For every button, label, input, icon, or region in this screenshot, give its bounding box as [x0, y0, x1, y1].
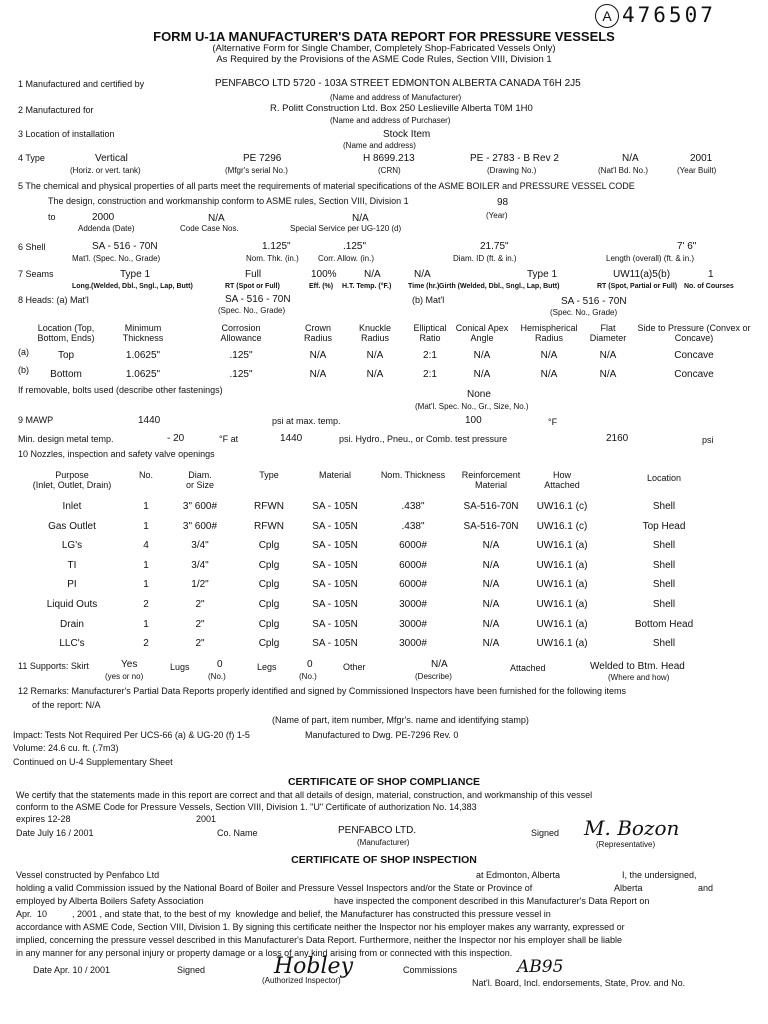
- other-label: Other: [343, 662, 366, 672]
- nozzle-location-cell: Shell: [652, 638, 676, 649]
- drawing-number-caption: (Drawing No.): [487, 166, 537, 175]
- courses-caption: No. of Courses: [684, 283, 734, 290]
- skirt-caption: (yes or no): [105, 672, 144, 681]
- long-seam-type: Type 1: [120, 269, 151, 280]
- head-row-b-crown: N/A: [309, 369, 327, 380]
- nozzle-thickness-cell: 6000#: [399, 540, 427, 551]
- inspection-line-6: implied, concerning the pressure vessel described in this Manufacturer's Data Report. Furthermore, neither the Inspector nor his employer shall be liable: [16, 935, 623, 945]
- test-pressure-value: 2160: [606, 433, 629, 444]
- head-row-a-flat: N/A: [599, 350, 617, 361]
- head-row-a-tag: (a): [18, 347, 29, 357]
- skirt-value: Yes: [121, 659, 138, 670]
- head-row-b-corrosion: .125": [229, 369, 253, 380]
- nozzle-col-type: Type: [259, 470, 279, 480]
- legs-label: Legs: [257, 662, 277, 672]
- heads-col-location: Location (Top, Bottom, Ends): [37, 323, 95, 343]
- nozzle-material-cell: SA - 105N: [312, 501, 358, 512]
- attached-value: Welded to Btm. Head: [590, 661, 685, 672]
- authorized-inspector-caption: (Authorized Inspector): [262, 976, 341, 985]
- addenda-caption: Addenda (Date): [78, 224, 135, 233]
- seam-efficiency-caption: Eff. (%): [309, 283, 334, 290]
- addenda-date: 2000: [92, 212, 115, 223]
- inspection-line-5: accordance with ASME Code, Section VIII, Division 1. By signing this certificate neither the Inspector nor his employer makes any warranty, expressed or: [16, 922, 625, 932]
- head-row-a-crown: N/A: [309, 350, 327, 361]
- compliance-expiry-year: 2001: [196, 814, 217, 824]
- inspection-line-1a: Vessel constructed by Penfabco Ltd: [16, 870, 160, 880]
- head-row-b-hemi: N/A: [540, 369, 558, 380]
- nozzle-col-reinforcement: Reinforcement Material: [461, 470, 521, 490]
- nozzle-count-cell: 1: [143, 501, 149, 512]
- nozzle-type-cell: Cplg: [258, 540, 280, 551]
- heads-col-hemispherical: Hemispherical Radius: [520, 323, 578, 343]
- heads-col-crown: Crown Radius: [303, 323, 332, 343]
- attached-caption: (Where and how): [608, 673, 670, 682]
- nozzle-type-cell: RFWN: [254, 521, 284, 532]
- nozzle-material-cell: SA - 105N: [312, 521, 358, 532]
- heads-col-knuckle: Knuckle Radius: [358, 323, 392, 343]
- nozzle-size-cell: 1/2": [191, 579, 209, 590]
- shell-diameter: 21.75": [480, 241, 509, 252]
- nozzle-size-cell: 2": [195, 599, 205, 610]
- nozzle-thickness-cell: 6000#: [399, 560, 427, 571]
- year-built-caption: (Year Built): [677, 166, 717, 175]
- head-row-b-location: Bottom: [50, 369, 82, 380]
- girth-seam-rt: UW11(a)5(b): [613, 269, 671, 280]
- nozzle-attachment-cell: UW16.1 (c): [536, 521, 588, 532]
- nozzle-attachment-cell: UW16.1 (a): [536, 579, 588, 590]
- other-caption: (Describe): [415, 672, 452, 681]
- nozzle-col-purpose: Purpose (Inlet, Outlet, Drain): [32, 470, 112, 490]
- removable-value: None: [467, 389, 491, 400]
- head-row-a-corrosion: .125": [229, 350, 253, 361]
- mdmt-at-label: °F at: [219, 434, 239, 444]
- nozzle-purpose-cell: Drain: [60, 619, 84, 630]
- nozzle-attachment-cell: UW16.1 (a): [536, 599, 588, 610]
- other-value: N/A: [431, 659, 448, 670]
- nozzle-type-cell: Cplg: [258, 638, 280, 649]
- nozzle-attachment-cell: UW16.1 (a): [536, 560, 588, 571]
- serial-number: PE 7296: [243, 153, 282, 164]
- nozzle-thickness-cell: 3000#: [399, 619, 427, 630]
- compliance-manufacturer-caption: (Manufacturer): [357, 838, 410, 847]
- nozzle-attachment-cell: UW16.1 (a): [536, 540, 588, 551]
- mdmt-value: - 20: [167, 433, 185, 444]
- representative-caption: (Representative): [596, 840, 656, 849]
- heat-treat-time-caption: Time (hr.): [408, 283, 440, 290]
- national-board-endorsements-caption: Nat'l. Board, Incl. endorsements, State, Prov. and No.: [472, 978, 686, 988]
- addenda-to: to: [48, 212, 56, 222]
- national-board-number: N/A: [622, 153, 639, 164]
- nozzle-col-no: No.: [138, 470, 153, 480]
- head-row-b-knuckle: N/A: [366, 369, 384, 380]
- nozzle-count-cell: 2: [143, 638, 149, 649]
- test-pressure-label: psi. Hydro., Pneu., or Comb. test pressure: [339, 434, 508, 444]
- nozzle-purpose-cell: PI: [67, 579, 77, 590]
- shell-diameter-caption: Diam. ID (ft. & in.): [453, 254, 517, 263]
- special-service-caption: Special Service per UG-120 (d): [290, 224, 402, 233]
- head-row-a-elliptical: 2:1: [423, 350, 437, 361]
- nozzle-col-thickness: Nom. Thickness: [380, 470, 446, 480]
- mawp-value: 1440: [138, 415, 161, 426]
- nozzle-reinforcement-cell: N/A: [482, 579, 500, 590]
- compliance-title: CERTIFICATE OF SHOP COMPLIANCE: [287, 776, 481, 788]
- lugs-caption: (No.): [208, 672, 226, 681]
- compliance-co-name-label: Co. Name: [217, 828, 258, 838]
- item-9-label: 9 MAWP: [18, 415, 54, 425]
- head-b-caption: (Spec. No., Grade): [550, 308, 618, 317]
- inspection-signed-label: Signed: [177, 965, 206, 975]
- head-row-a-location: Top: [57, 350, 75, 361]
- shell-thickness-caption: Nom. Thk. (in.): [246, 254, 299, 263]
- item-1-value: PENFABCO LTD 5720 - 103A STREET EDMONTON ALBERTA CANADA T6H 2J5: [215, 78, 581, 89]
- supports-label: 11 Supports: Skirt: [18, 661, 89, 671]
- inspection-line-2c: and: [698, 883, 714, 893]
- nozzle-reinforcement-cell: N/A: [482, 619, 500, 630]
- nozzle-material-cell: SA - 105N: [312, 540, 358, 551]
- nozzle-reinforcement-cell: SA-516-70N: [463, 521, 519, 532]
- vessel-type: Vertical: [95, 153, 128, 164]
- nozzle-count-cell: 1: [143, 619, 149, 630]
- nozzle-thickness-cell: 3000#: [399, 599, 427, 610]
- nozzle-type-cell: Cplg: [258, 579, 280, 590]
- inspection-line-2a: holding a valid Commission issued by the National Board of Boiler and Pressure Vessel Inspectors and/or the State or Province of: [16, 883, 533, 893]
- nozzle-attachment-cell: UW16.1 (c): [536, 501, 588, 512]
- head-row-b-elliptical: 2:1: [423, 369, 437, 380]
- inspection-line-2b: Alberta: [614, 883, 643, 893]
- nozzle-count-cell: 4: [143, 540, 149, 551]
- nozzle-reinforcement-cell: N/A: [482, 599, 500, 610]
- girth-seam-rt-caption: RT (Spot, Partial or Full): [597, 283, 678, 290]
- vessel-type-caption: (Horiz. or vert. tank): [70, 166, 141, 175]
- mawp-at-label: psi at max. temp.: [272, 416, 341, 426]
- nozzle-purpose-cell: LG's: [61, 540, 83, 551]
- nozzle-reinforcement-cell: N/A: [482, 638, 500, 649]
- nozzle-type-cell: Cplg: [258, 560, 280, 571]
- drawing-number: PE - 2783 - B Rev 2: [470, 153, 559, 164]
- nozzle-location-cell: Shell: [652, 501, 676, 512]
- nozzle-col-material: Material: [318, 470, 351, 480]
- compliance-signed-label: Signed: [531, 828, 560, 838]
- head-row-a-conical: N/A: [473, 350, 491, 361]
- heads-col-elliptical: Elliptical Ratio: [413, 323, 447, 343]
- nozzle-size-cell: 3" 600#: [182, 521, 218, 532]
- nozzle-material-cell: SA - 105N: [312, 579, 358, 590]
- shell-material-caption: Mat'l. (Spec. No., Grade): [72, 254, 161, 263]
- national-board-caption: (Nat'l Bd. No.): [598, 166, 648, 175]
- item-3-caption: (Name and address): [343, 141, 416, 150]
- head-b-material: SA - 516 - 70N: [561, 296, 627, 307]
- form-number: 476507: [622, 3, 716, 27]
- item-6-label: 6 Shell: [18, 242, 46, 252]
- year-built: 2001: [690, 153, 713, 164]
- crn-number: H 8699.213: [363, 153, 415, 164]
- number-of-courses: 1: [708, 269, 714, 280]
- mdmt-pressure: 1440: [280, 433, 303, 444]
- item-5-line-1: 5 The chemical and physical properties of all parts meet the requirements of material specifications of the ASME BOILER and PRESSURE VESSEL CODE: [18, 181, 635, 191]
- remarks-line-2: of the report: N/A: [32, 700, 101, 710]
- shell-corrosion-allowance: .125": [343, 241, 367, 252]
- item-8-label: 8 Heads: (a) Mat'l: [18, 295, 89, 305]
- remarks-caption: (Name of part, item number, Mfgr's. name and identifying stamp): [272, 715, 529, 725]
- inspection-line-4: Apr. 10 , 2001 , and state that, to the best of my knowledge and belief, the Manufacturer has constructed this pressure vessel in: [16, 909, 551, 919]
- girth-seam-caption: Girth (Welded, Dbl., Sngl., Lap, Butt): [439, 283, 560, 290]
- code-year-caption: (Year): [486, 211, 508, 220]
- nozzle-purpose-cell: LLC's: [59, 638, 85, 649]
- inspection-line-3b: have inspected the component described in this Manufacturer's Data Report on: [334, 896, 650, 906]
- item-3-value: Stock Item: [383, 129, 431, 140]
- mdmt-label: Min. design metal temp.: [18, 434, 114, 444]
- item-2-caption: (Name and address of Purchaser): [330, 116, 451, 125]
- inspection-line-3a: employed by Alberta Boilers Safety Association: [16, 896, 204, 906]
- nozzle-type-cell: Cplg: [258, 599, 280, 610]
- nozzle-attachment-cell: UW16.1 (a): [536, 619, 588, 630]
- head-row-b-side: Concave: [674, 369, 714, 380]
- continued-note: Continued on U-4 Supplementary Sheet: [13, 757, 173, 767]
- heads-col-conical: Conical Apex Angle: [455, 323, 509, 343]
- circle-mark: A: [595, 4, 619, 28]
- heads-col-flat: Flat Diameter: [589, 323, 627, 343]
- item-1-caption: (Name and address of Manufacturer): [330, 93, 462, 102]
- nozzle-purpose-cell: TI: [67, 560, 77, 571]
- head-a-material: SA - 516 - 70N: [225, 294, 291, 305]
- drawing-note: Manufactured to Dwg. PE-7296 Rev. 0: [305, 730, 459, 740]
- shell-material: SA - 516 - 70N: [92, 241, 158, 252]
- code-year: 98: [497, 197, 509, 208]
- seam-efficiency: 100%: [311, 269, 337, 280]
- nozzle-location-cell: Shell: [652, 579, 676, 590]
- item-1-label: 1 Manufactured and certified by: [18, 79, 145, 89]
- compliance-manufacturer: PENFABCO LTD.: [338, 825, 417, 836]
- nozzle-col-how-attached: How Attached: [544, 470, 580, 490]
- inspection-line-7: in any manner for any personal injury or property damage or a loss of any kind arising from or connected with this inspection.: [16, 948, 513, 958]
- compliance-line-1: We certify that the statements made in this report are correct and that all details of design, material, construction, and workmanship of this vessel: [16, 790, 593, 800]
- compliance-signature: M. Bozon: [584, 816, 680, 840]
- nozzle-size-cell: 2": [195, 619, 205, 630]
- nozzle-material-cell: SA - 105N: [312, 560, 358, 571]
- nozzle-purpose-cell: Liquid Outs: [46, 599, 98, 610]
- nozzle-type-cell: RFWN: [254, 501, 284, 512]
- nozzle-size-cell: 3" 600#: [182, 501, 218, 512]
- nozzles-title: 10 Nozzles, inspection and safety valve openings: [18, 449, 215, 459]
- item-4-label: 4 Type: [18, 153, 45, 163]
- nozzle-col-location: Location: [646, 473, 682, 483]
- nozzle-count-cell: 1: [143, 579, 149, 590]
- code-case-caption: Code Case Nos.: [180, 224, 239, 233]
- nozzle-col-diam: Diam. or Size: [185, 470, 214, 490]
- head-row-a-side: Concave: [674, 350, 714, 361]
- head-b-label: (b) Mat'l: [412, 295, 445, 305]
- head-row-a-knuckle: N/A: [366, 350, 384, 361]
- girth-seam-type: Type 1: [527, 269, 558, 280]
- item-2-label: 2 Manufactured for: [18, 105, 94, 115]
- inspection-line-1b: at Edmonton, Alberta: [476, 870, 561, 880]
- form-title: FORM U-1A MANUFACTURER'S DATA REPORT FOR PRESSURE VESSELS: [153, 29, 615, 44]
- nozzle-purpose-cell: Inlet: [62, 501, 82, 512]
- form-subtitle-2: As Required by the Provisions of the ASME Code Rules, Section VIII, Division 1: [216, 54, 552, 65]
- nozzle-count-cell: 1: [143, 521, 149, 532]
- nozzle-material-cell: SA - 105N: [312, 638, 358, 649]
- compliance-line-3: expires 12-28: [16, 814, 71, 824]
- form-subtitle-1: (Alternative Form for Single Chamber, Completely Shop-Fabricated Vessels Only): [212, 43, 556, 54]
- legs-value: 0: [307, 659, 313, 670]
- inspector-signature: Hobley: [274, 954, 353, 979]
- head-row-a-hemi: N/A: [540, 350, 558, 361]
- shell-length-caption: Length (overall) (ft. & in.): [606, 254, 695, 263]
- nozzle-count-cell: 2: [143, 599, 149, 610]
- nozzle-location-cell: Shell: [652, 599, 676, 610]
- volume-note: Volume: 24.6 cu. ft. (.7m3): [13, 743, 119, 753]
- long-seam-rt-caption: RT (Spot or Full): [225, 283, 280, 290]
- head-row-b-conical: N/A: [473, 369, 491, 380]
- nozzle-thickness-cell: .438": [401, 501, 425, 512]
- inspection-line-1c: I, the undersigned,: [622, 870, 697, 880]
- head-row-b-thickness: 1.0625": [125, 369, 161, 380]
- special-service: N/A: [352, 213, 369, 224]
- nozzle-thickness-cell: 3000#: [399, 638, 427, 649]
- shell-length: 7' 6": [677, 241, 697, 252]
- heads-col-side: Side to Pressure (Convex or Concave): [637, 323, 751, 343]
- compliance-date: Date July 16 / 2001: [16, 828, 94, 838]
- item-3-label: 3 Location of installation: [18, 129, 115, 139]
- nozzle-location-cell: Bottom Head: [634, 619, 694, 630]
- nozzle-thickness-cell: .438": [401, 521, 425, 532]
- test-pressure-unit: psi: [702, 435, 714, 445]
- head-a-caption: (Spec. No., Grade): [218, 306, 286, 315]
- impact-note: Impact: Tests Not Required Per UCS-66 (a) & UG-20 (f) 1-5: [13, 730, 250, 740]
- removable-caption: (Mat'l. Spec. No., Gr., Size, No.): [415, 402, 529, 411]
- nozzle-reinforcement-cell: N/A: [482, 560, 500, 571]
- code-case-numbers: N/A: [208, 213, 225, 224]
- inspection-title: CERTIFICATE OF SHOP INSPECTION: [291, 854, 477, 866]
- commissions-label: Commissions: [403, 965, 458, 975]
- compliance-line-2: conform to the ASME Code for Pressure Vessels, Section VIII, Division 1. "U" Certificate of authorization No. 14,383: [16, 802, 477, 812]
- item-2-value: R. Politt Construction Ltd. Box 250 Leslieville Alberta T0M 1H0: [270, 103, 533, 114]
- item-5-line-2: The design, construction and workmanship conform to ASME rules, Section VIII, Division 1: [48, 196, 409, 206]
- heads-col-corrosion: Corrosion Allowance: [220, 323, 262, 343]
- nozzle-reinforcement-cell: N/A: [482, 540, 500, 551]
- nozzle-location-cell: Shell: [652, 540, 676, 551]
- serial-number-caption: (Mfgr's serial No.): [225, 166, 288, 175]
- nozzle-material-cell: SA - 105N: [312, 619, 358, 630]
- long-seam-rt: Full: [245, 269, 262, 280]
- attached-label: Attached: [510, 663, 546, 673]
- nozzle-reinforcement-cell: SA-516-70N: [463, 501, 519, 512]
- heat-treat-caption: H.T. Temp. (°F.): [342, 283, 392, 290]
- lugs-value: 0: [217, 659, 223, 670]
- nozzle-size-cell: 3/4": [191, 560, 209, 571]
- heat-treat-time: N/A: [414, 269, 431, 280]
- removable-label: If removable, bolts used (describe other fastenings): [18, 385, 223, 395]
- commission-number: AB95: [517, 957, 564, 977]
- head-row-a-thickness: 1.0625": [125, 350, 161, 361]
- remarks-line-1: 12 Remarks: Manufacturer's Partial Data Reports properly identified and signed by Commissioned Inspectors have been furnished for the following items: [18, 686, 627, 696]
- inspection-date: Date Apr. 10 / 2001: [33, 965, 111, 975]
- nozzle-type-cell: Cplg: [258, 619, 280, 630]
- nozzle-count-cell: 1: [143, 560, 149, 571]
- shell-corrosion-caption: Corr. Allow. (in.): [318, 254, 375, 263]
- shell-thickness: 1.125": [262, 241, 291, 252]
- max-temp-unit: °F: [548, 417, 558, 427]
- head-row-b-tag: (b): [18, 365, 29, 375]
- nozzle-material-cell: SA - 105N: [312, 599, 358, 610]
- item-7-label: 7 Seams: [18, 269, 54, 279]
- legs-caption: (No.): [299, 672, 317, 681]
- long-seam-caption: Long.(Welded, Dbl., Sngl., Lap, Butt): [72, 283, 193, 290]
- lugs-label: Lugs: [170, 662, 190, 672]
- nozzle-size-cell: 3/4": [191, 540, 209, 551]
- head-row-b-flat: N/A: [599, 369, 617, 380]
- nozzle-location-cell: Shell: [652, 560, 676, 571]
- heat-treat-temp: N/A: [364, 269, 381, 280]
- crn-caption: (CRN): [378, 166, 401, 175]
- nozzle-purpose-cell: Gas Outlet: [48, 521, 96, 532]
- heads-col-min-thickness: Minimum Thickness: [122, 323, 164, 343]
- nozzle-size-cell: 2": [195, 638, 205, 649]
- nozzle-thickness-cell: 6000#: [399, 579, 427, 590]
- max-temp-value: 100: [465, 415, 482, 426]
- nozzle-attachment-cell: UW16.1 (a): [536, 638, 588, 649]
- nozzle-location-cell: Top Head: [642, 521, 686, 532]
